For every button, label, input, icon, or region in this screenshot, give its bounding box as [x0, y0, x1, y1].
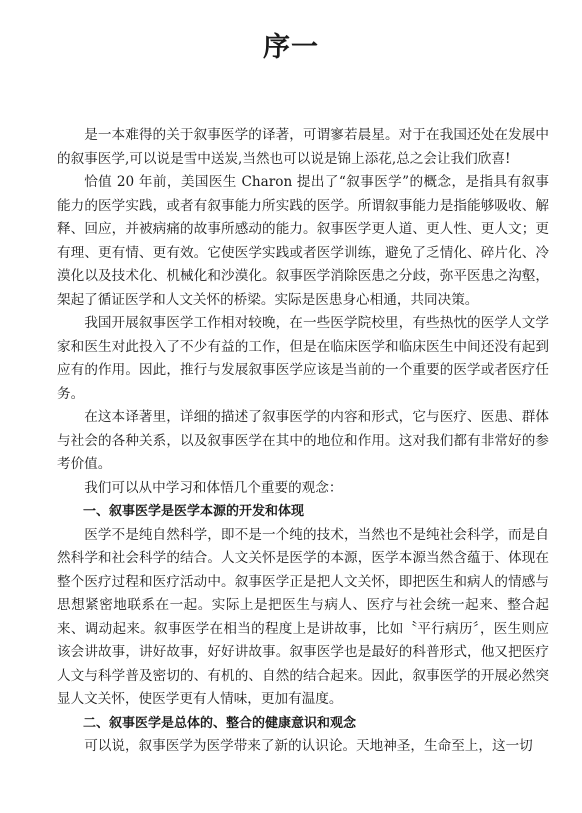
- page-title: 序一: [263, 32, 319, 63]
- paragraph-7: 可以说，叙事医学为医学带来了新的认识论。天地神圣，生命至上，这一切: [84, 738, 533, 754]
- section-heading-1: 一、叙事医学是医学本源的开发和体现: [83, 504, 305, 519]
- paragraph-1: 是一本难得的关于叙事医学的译著，可谓寥若晨星。对于在我国还处在发展中的叙事医学,可以说是雪中送炭,当然也可以说是锦上添花,总之会让我们欣喜!: [57, 127, 549, 167]
- paragraph-4: 在这本译著里，详细的描述了叙事医学的内容和形式，它与医疗、医患、群体与社会的各种关系，以及叙事医学在其中的地位和作用。这对我们都有非常好的参考价值。: [57, 409, 549, 472]
- paragraph-6: 医学不是纯自然科学，即不是一个纯的技术，当然也不是纯社会科学，而是自然科学和社会科学的结合。人文关怀是医学的本源，医学本源当然含蕴于、体现在整个医疗过程和医疗活动中。叙事医学正是把人文关怀，即把医生和病人的情感与思想紧密地联系在一起。实际上是把医生与病人、医疗与社会统一起来、整合起来、调动起来。叙事医学在相当的程度上是讲故事，比如〝平行病历〞，医生则应该会讲故事，讲好故事，好好讲故事。叙事医学也是最好的科普形式，他又把医疗人文与科学普及密切的、有机的、自然的结合起来。因此，叙事医学的开展必然突显人文关怀，使医学更有人情味，更加有温度。: [57, 526, 549, 707]
- paragraph-3: 我国开展叙事医学工作相对较晚，在一些医学院校里，有些热忱的医学人文学家和医生对此投入了不少有益的工作，但是在临床医学和临床医生中间还没有起到应有的作用。因此，推行与发展叙事医学应该是当前的一个重要的医学或者医疗任务。: [57, 315, 549, 402]
- paragraph-5: 我们可以从中学习和体悟几个重要的观念：: [84, 479, 343, 496]
- section-heading-2: 二、叙事医学是总体的、整合的健康意识和观念: [83, 715, 357, 731]
- document-body: [57, 124, 549, 759]
- paragraph-2: 恰值 20 年前，美国医生 Charon 提出了“叙事医学”的概念，是指具有叙事能力的医学实践，或者有叙事能力所实践的医学。所谓叙事能力是指能够吸收、解释、回应，并被病痛的故事所感动的能力。叙事医学更人道、更人性、更人文；更有理、更有情、更有效。它使医学实践或者医学训练，避免了乏情化、碎片化、冷漠化以及技术化、机械化和沙漠化。叙事医学消除医患之分歧，弥平医患之沟壑，架起了循证医学和人文关怀的桥梁。实际是医患身心相通，共同决策。: [57, 174, 549, 308]
